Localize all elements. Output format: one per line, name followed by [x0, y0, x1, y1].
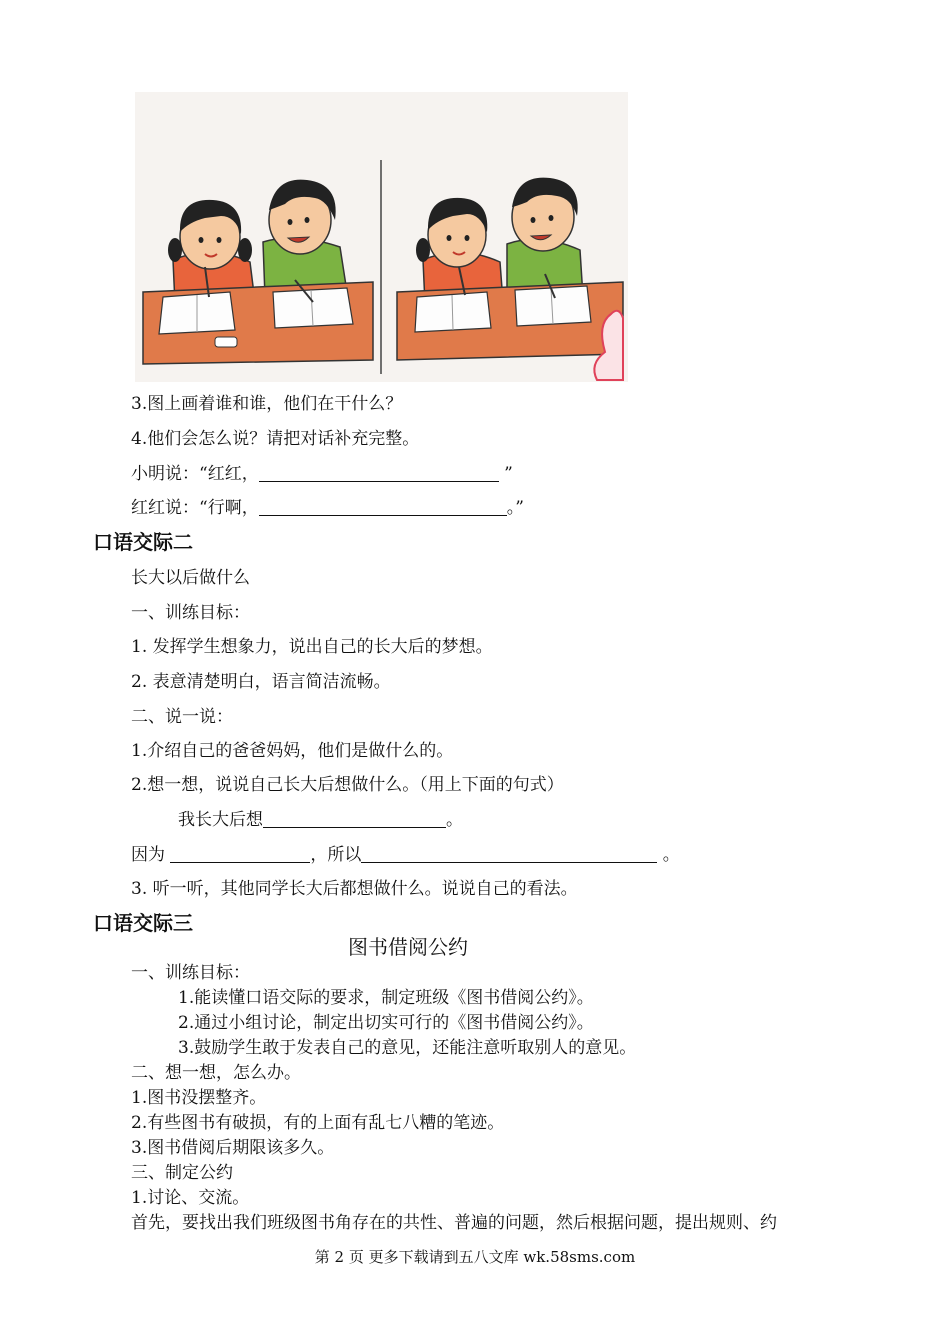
section2-talk-3: 3. 听一听，其他同学长大后都想做什么。说说自己的看法。 [131, 879, 578, 899]
pattern-2-blank-because[interactable] [170, 844, 310, 863]
section3-goal-2: 2.通过小组讨论，制定出切实可行的《图书借阅公约》。 [178, 1013, 594, 1033]
pattern-2-mid: ，所以 [310, 845, 362, 865]
section3-heading: 口语交际三 [93, 911, 193, 935]
page-footer: 第 2 页 更多下载请到五八文库 wk.58sms.com [314, 1248, 636, 1266]
section3-goal-3: 3.鼓励学生敢于发表自己的意见，还能注意听取别人的意见。 [178, 1038, 637, 1058]
dialogue-xiaoming [131, 463, 513, 485]
pattern-1-blank[interactable] [263, 809, 446, 828]
section2-talk-1: 1.介绍自己的爸爸妈妈，他们是做什么的。 [131, 741, 454, 761]
pattern-2-blank-so[interactable] [361, 844, 657, 863]
section3-think-1: 1.图书没摆整齐。 [131, 1088, 267, 1108]
question-4: 4.他们会怎么说？请把对话补充完整。 [131, 429, 420, 449]
illustration-two-children [135, 92, 628, 382]
section3-make-title: 三、制定公约 [131, 1163, 233, 1183]
sentence-pattern-2 [131, 844, 680, 866]
section2-goal-1: 1. 发挥学生想象力，说出自己的长大后的梦想。 [131, 637, 493, 657]
section2-talk-2: 2.想一想，说说自己长大后想做什么。（用上下面的句式） [131, 775, 564, 795]
section2-talk-title: 二、说一说： [131, 707, 233, 727]
section2-topic: 长大以后做什么 [131, 568, 250, 588]
xiaoming-answer-blank[interactable] [259, 463, 499, 482]
section3-think-2: 2.有些图书有破损，有的上面有乱七八糟的笔迹。 [131, 1113, 505, 1133]
section2-goal-2: 2. 表意清楚明白，语言简洁流畅。 [131, 672, 391, 692]
dialogue-xiaoming-suffix: ” [498, 464, 513, 484]
pattern-2-suffix: 。 [657, 845, 680, 865]
dialogue-honghong [131, 497, 524, 519]
pattern-1-suffix: 。 [446, 810, 463, 830]
question-3: 3.图上画着谁和谁，他们在干什么？ [131, 394, 403, 414]
section2-heading: 口语交际二 [93, 530, 193, 554]
dialogue-xiaoming-prefix: 小明说：“红红， [131, 464, 259, 484]
section3-think-title: 二、想一想，怎么办。 [131, 1063, 301, 1083]
section3-make-text: 首先，要找出我们班级图书角存在的共性、普遍的问题，然后根据问题，提出规则、约 [131, 1213, 777, 1233]
section3-goal-title: 一、训练目标： [131, 963, 250, 983]
pattern-1-prefix: 我长大后想 [178, 810, 263, 830]
pattern-2-prefix: 因为 [131, 845, 171, 865]
section2-goal-title: 一、训练目标： [131, 603, 250, 623]
sentence-pattern-1 [178, 809, 463, 831]
section3-make-1: 1.讨论、交流。 [131, 1188, 250, 1208]
section3-title: 图书借阅公约 [348, 935, 468, 959]
dialogue-honghong-prefix: 红红说：“行啊， [131, 498, 259, 518]
section3-goal-1: 1.能读懂口语交际的要求，制定班级《图书借阅公约》。 [178, 988, 594, 1008]
honghong-answer-blank[interactable] [259, 497, 507, 516]
dialogue-honghong-suffix: 。” [506, 498, 524, 518]
section3-think-3: 3.图书借阅后期限该多久。 [131, 1138, 335, 1158]
